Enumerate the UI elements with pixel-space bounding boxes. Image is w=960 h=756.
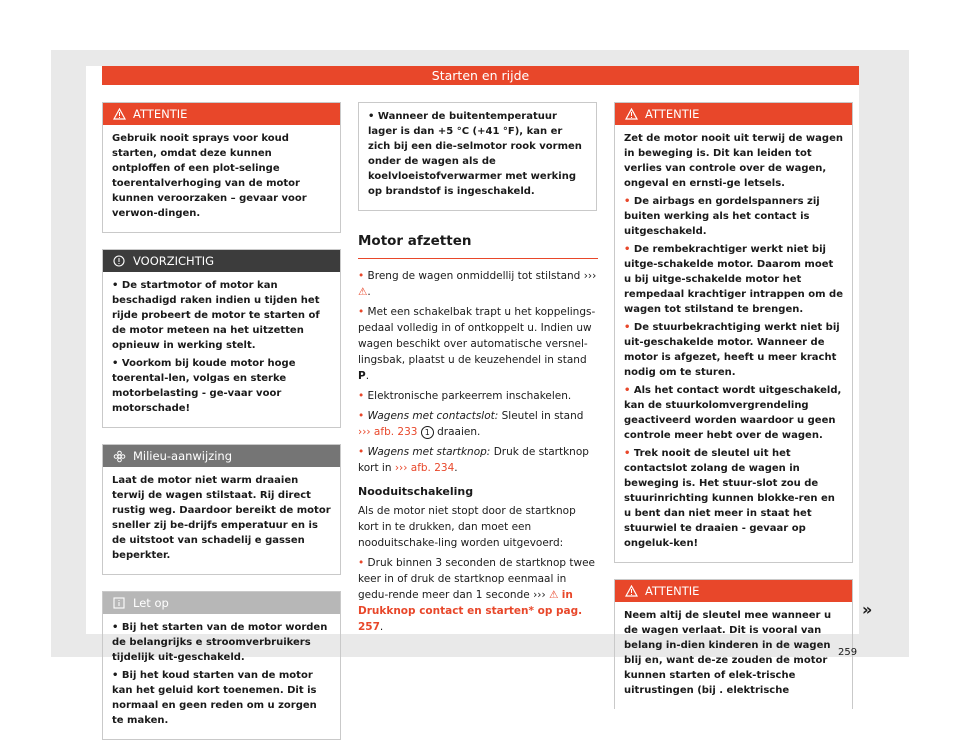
warning-box (102, 102, 341, 233)
warning-text: Neem altij de sleutel mee wanneer u de wagen verlaat. Dit is vooral van belang in-dien kinderen in de wagen blij en, want de-ze zouden de motor kunnen starten of elek-trische uitrustingen (bij . elektrische (624, 610, 832, 696)
figure-link-234[interactable]: ››› afb. 234 (394, 462, 455, 474)
note-box-continued (358, 102, 597, 211)
continue-marker: » (862, 600, 873, 619)
note-header (103, 592, 340, 614)
column-right (614, 102, 853, 725)
warning-body (103, 125, 340, 232)
figure-link-233[interactable]: ››› afb. 233 (358, 426, 418, 438)
note-item: • Wanneer de buitentemperatuur lager is dan +5 °C (+41 °F), kan er zich bij een die-selmotor rook vormen onder de wagen als de koelvloeistofverwarmer met werking op brandstof is ingeschakeld. (368, 111, 582, 197)
warning-triangle-icon (624, 584, 638, 598)
warning-text: Gebruik nooit sprays voor koud starten, omdat deze kunnen ontploffen of een plot-selinge toerentalverhoging van de motor kunnen veroorzaken – gevaar voor verwon-dingen. (112, 133, 307, 219)
warning-ref-icon[interactable]: ⚠ (358, 286, 368, 298)
warning-label: ATTENTIE (645, 584, 700, 598)
info-circle-icon (112, 254, 126, 268)
caution-item: • Voorkom bij koude motor hoge toerental-len, volgas en sterke motorbelasting - ge-vaar voor motorschade! (112, 358, 296, 414)
environment-label: Milieu-aanwijzing (133, 449, 233, 463)
note-label: Let op (133, 596, 169, 610)
environment-body (103, 467, 340, 574)
warning-intro: Zet de motor nooit uit terwij de wagen in beweging is. Dit kan leiden tot verlies van controle over de wagen, ongeval en ernsti-ge letsels. (624, 133, 843, 189)
step-item: • Met een schakelbak trapt u het koppelings-pedaal volledig in of ontkoppelt u. Indien uw wagen beschikt over automatische versnel-lingsbak, plaatst u de keuzehendel in stand P. (358, 306, 596, 382)
warning-triangle-icon (112, 107, 126, 121)
warning-item: • De airbags en gordelspanners zij buiten werking als het contact is uitgeschakeld. (624, 196, 820, 237)
flower-icon (112, 449, 126, 463)
column-middle (358, 102, 597, 639)
page-link-257[interactable]: in Drukknop contact en starten* op pag. 257 (358, 589, 583, 633)
info-square-icon (112, 596, 126, 610)
warning-item: • De rembekrachtiger werkt niet bij uitge-schakelde motor. Daarom moet u bij uitge-schakelde motor het rempedaal krachtiger intrappen om de wagen tot stilstand te brengen. (624, 244, 843, 315)
warning-header (103, 103, 340, 125)
step-item: • Wagens met contactslot: Sleutel in stand ››› afb. 233 1 draaien. (358, 410, 584, 438)
warning-box (614, 102, 853, 563)
environment-header (103, 445, 340, 467)
caution-body (103, 272, 340, 427)
warning-item: • Als het contact wordt uitgeschakeld, kan de stuurkolomvergrendeling geactiveerd worden waardoor u geen controle meer hebt over de wagen. (624, 385, 842, 441)
caution-box (102, 249, 341, 428)
warning-header (615, 580, 852, 602)
warning-label: ATTENTIE (133, 107, 188, 121)
caution-item: • De startmotor of motor kan beschadigd raken indien u tijden het rijde probeert de motor te starten of de motor meteen na het uitzetten opnieuw in werking stelt. (112, 280, 320, 351)
warning-box (614, 579, 853, 709)
warning-item: • Trek nooit de sleutel uit het contactslot zolang de wagen in beweging is. Het stuur-slot zou de stuurinrichting kunnen blokke-ren en u bent dan niet meer in staat het stuurwiel te draaien - gevaar op ongeluk-ken! (624, 448, 835, 549)
note-item: • Bij het koud starten van de motor kan het geluid kort toenemen. Dit is normaal en geen reden om u zorgen te maken. (112, 670, 317, 726)
chapter-header: Starten en rijde (102, 66, 859, 85)
step-item: • Breng de wagen onmiddellij tot stilstand ››› ⚠. (358, 270, 597, 298)
column-left (102, 102, 341, 756)
note-continued-body (359, 103, 596, 210)
warning-body (615, 602, 852, 709)
warning-header (615, 103, 852, 125)
environment-text: Laat de motor niet warm draaien terwij de wagen stilstaat. Rij direct rustig weg. Daardoor bereikt de motor sneller zij be-drijfs emperatuur en is de uitstoot van schadelij e gassen beperkter. (112, 475, 331, 561)
section-body (358, 268, 597, 635)
step-item: • Elektronische parkeerrem inschakelen. (358, 390, 572, 402)
position-number-icon: 1 (421, 426, 434, 439)
section-title: Motor afzetten (358, 233, 598, 259)
note-body (103, 614, 340, 739)
warning-body (615, 125, 852, 562)
subsection-text: Als de motor niet stopt door de startknop kort in te drukken, dan moet een nooduitschake-ling worden uitgevoerd: (358, 505, 576, 549)
environment-box (102, 444, 341, 575)
warning-ref-icon[interactable]: ⚠ (549, 589, 559, 601)
warning-label: ATTENTIE (645, 107, 700, 121)
subsection-title: Nooduitschakeling (358, 485, 474, 498)
warning-triangle-icon (624, 107, 638, 121)
step-item: • Wagens met startknop: Druk de startknop kort in ››› afb. 234. (358, 446, 589, 474)
step-item: • Druk binnen 3 seconden de startknop twee keer in of druk de startknop eenmaal in gedu-rende meer dan 1 seconde ››› ⚠ in Drukknop contact en starten* op pag. 257. (358, 557, 595, 633)
note-box (102, 591, 341, 740)
caution-label: VOORZICHTIG (133, 254, 215, 268)
warning-item: • De stuurbekrachtiging werkt niet bij uit-geschakelde motor. Wanneer de motor is afgezet, heeft u meer kracht nodig om te sturen. (624, 322, 840, 378)
page-number: 259 (838, 647, 858, 658)
caution-header (103, 250, 340, 272)
note-item: • Bij het starten van de motor worden de belangrijks e stroomverbruikers tijdelijk uit-geschakeld. (112, 622, 328, 663)
